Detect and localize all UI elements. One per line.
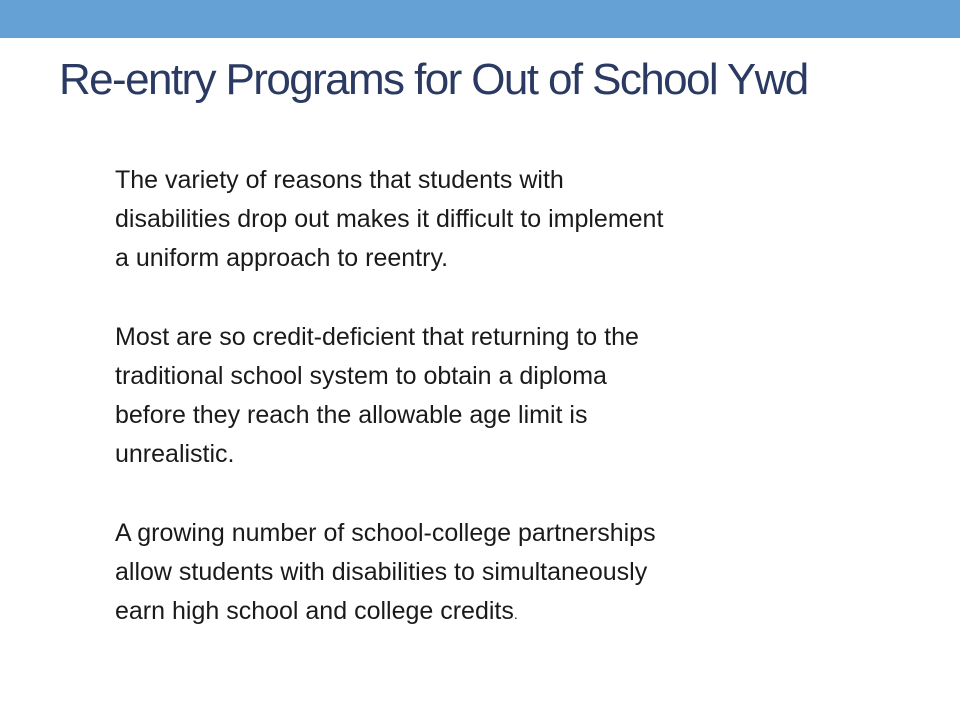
paragraph-line: earn high school and college credits xyxy=(115,597,514,625)
paragraph-line: a uniform approach to reentry. xyxy=(115,244,449,272)
slide-title: Re-entry Programs for Out of School Ywd xyxy=(59,55,808,104)
paragraph-line: Most are so credit-deficient that returning to the xyxy=(115,323,639,351)
slide-body xyxy=(115,161,835,674)
top-accent-bar xyxy=(0,0,960,38)
paragraph-credit-deficiency xyxy=(115,318,835,474)
paragraph-line: before they reach the allowable age limit is xyxy=(115,401,588,429)
paragraph-line: allow students with disabilities to simultaneously xyxy=(115,558,648,586)
paragraph-trailing-period: . xyxy=(513,606,518,622)
paragraph-line: unrealistic. xyxy=(115,440,235,468)
paragraph-dropout-reasons xyxy=(115,161,835,278)
paragraph-line: disabilities drop out makes it difficult to implement xyxy=(115,205,664,233)
paragraph-partnerships xyxy=(115,514,835,634)
paragraph-line: traditional school system to obtain a diploma xyxy=(115,362,607,390)
paragraph-line: A growing number of school-college partnerships xyxy=(115,519,656,547)
paragraph-line: The variety of reasons that students with xyxy=(115,166,564,194)
